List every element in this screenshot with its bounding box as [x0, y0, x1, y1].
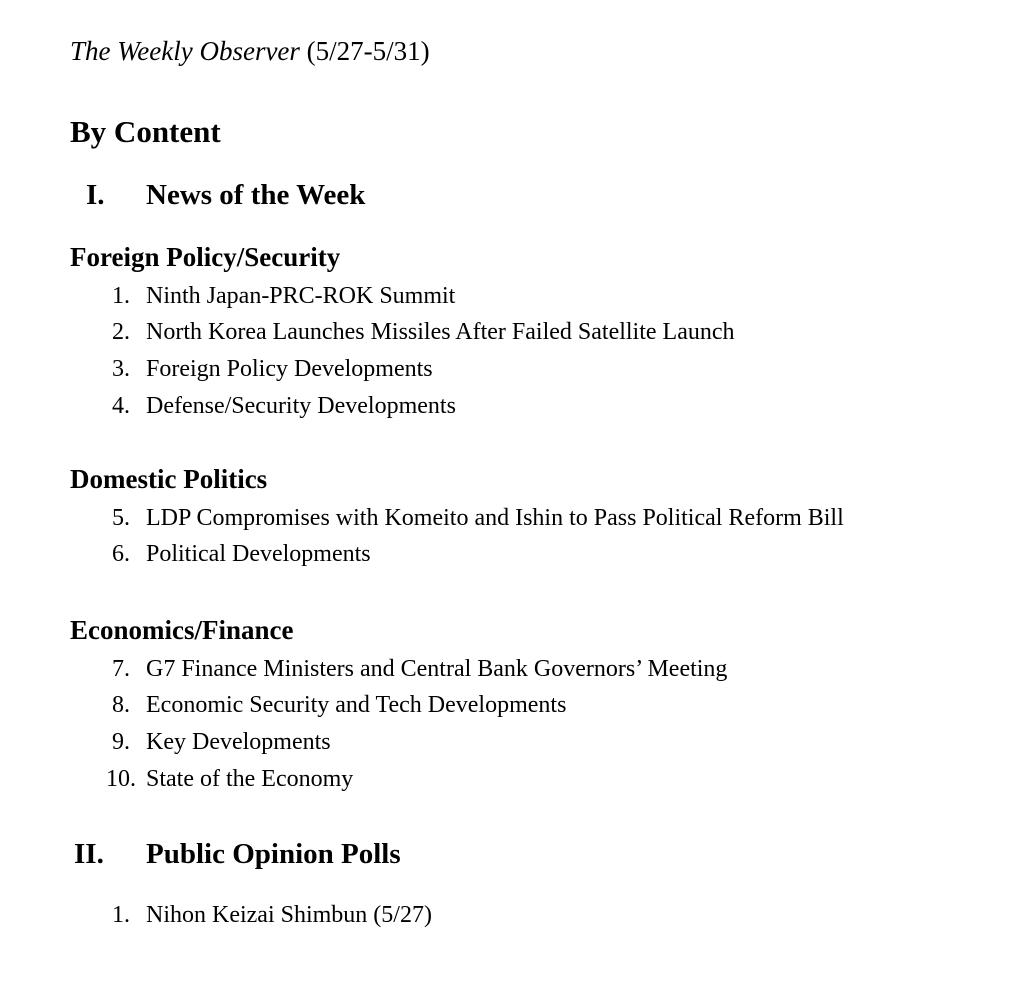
list-item-number: 9. — [112, 729, 130, 755]
list-item: North Korea Launches Missiles After Failed Satellite Launch — [146, 319, 735, 345]
section-title: News of the Week — [146, 179, 366, 211]
list-item-number: 5. — [112, 505, 130, 531]
list-item-number: 3. — [112, 356, 130, 382]
page-heading: By Content — [70, 114, 221, 149]
section-title: Public Opinion Polls — [146, 838, 401, 870]
list-item-number: 1. — [112, 902, 130, 928]
list-item-number: 1. — [112, 283, 130, 309]
list-item: Political Developments — [146, 541, 371, 567]
list-item: State of the Economy — [146, 766, 354, 792]
list-item: G7 Finance Ministers and Central Bank Governors’ Meeting — [146, 656, 728, 682]
section-numeral: I. — [86, 179, 105, 211]
category-heading: Economics/Finance — [70, 615, 294, 645]
list-item: Economic Security and Tech Developments — [146, 692, 567, 718]
publication-header — [70, 38, 430, 65]
list-item: Foreign Policy Developments — [146, 356, 433, 382]
category-heading: Foreign Policy/Security — [70, 242, 341, 272]
list-item-number: 2. — [112, 319, 130, 345]
section-numeral: II. — [74, 838, 104, 870]
publication-dates: (5/27-5/31) — [306, 36, 430, 66]
list-item-number: 7. — [112, 656, 130, 682]
publication-title: The Weekly Observer — [70, 36, 300, 66]
list-item-number: 6. — [112, 541, 130, 567]
list-item: Nihon Keizai Shimbun (5/27) — [146, 902, 432, 928]
list-item-number: 8. — [112, 692, 130, 718]
list-item: Defense/Security Developments — [146, 393, 456, 419]
category-heading: Domestic Politics — [70, 464, 268, 494]
list-item-number: 10. — [106, 766, 136, 792]
list-item: LDP Compromises with Komeito and Ishin to Pass Political Reform Bill — [146, 505, 844, 531]
list-item: Ninth Japan-PRC-ROK Summit — [146, 283, 456, 309]
list-item-number: 4. — [112, 393, 130, 419]
list-item: Key Developments — [146, 729, 331, 755]
